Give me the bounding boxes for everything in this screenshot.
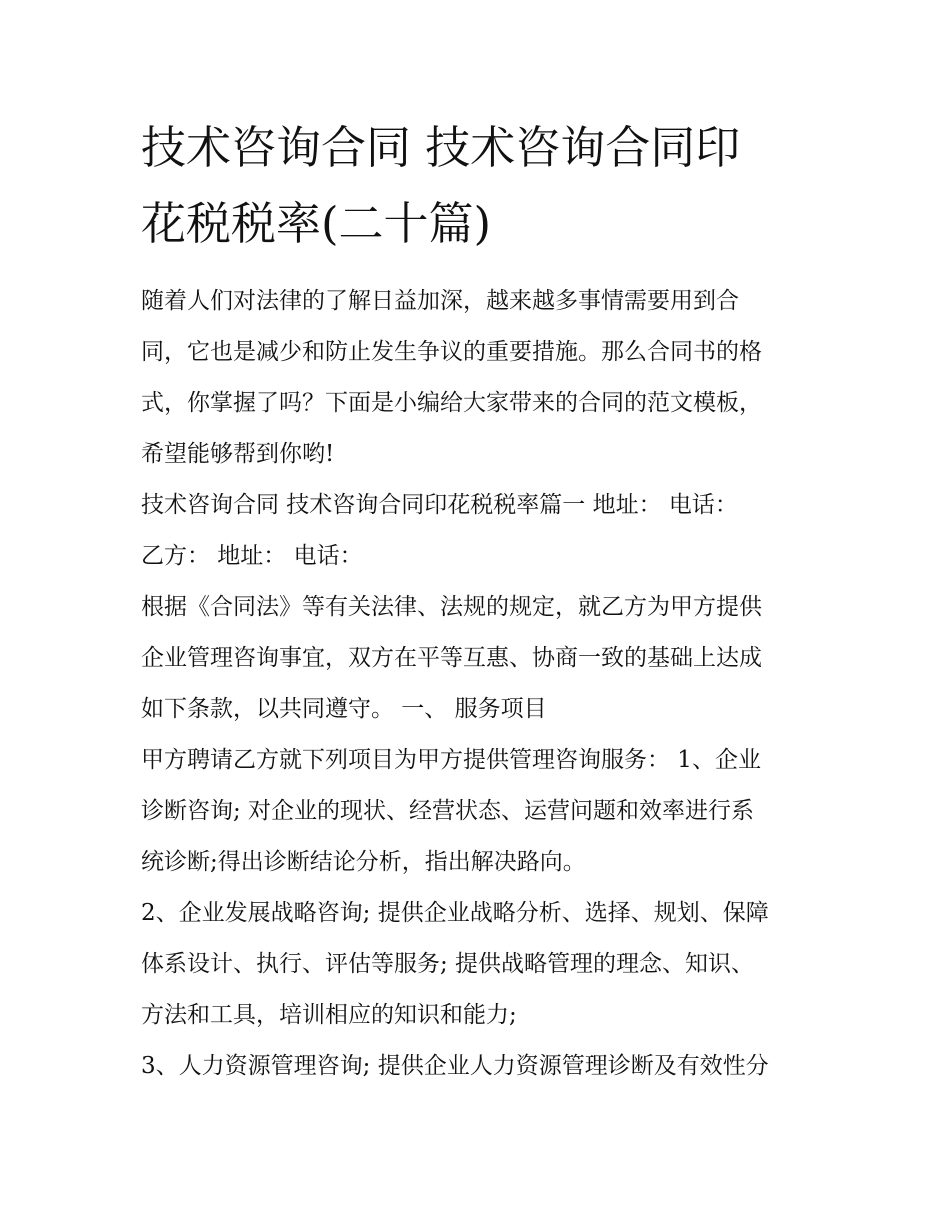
text-line: 3、人力资源管理咨询; 提供企业人力资源管理诊断及有效性分 bbox=[141, 1053, 769, 1079]
text-line: 同，它也是减少和防止发生争议的重要措施。那么合同书的格 bbox=[141, 339, 762, 365]
document-title bbox=[141, 110, 831, 262]
service-item-3-paragraph bbox=[141, 1045, 831, 1096]
text-line: 2、企业发展战略咨询; 提供企业战略分析、选择、规划、保障 bbox=[141, 900, 769, 926]
text-line: 诊断咨询; 对企业的现状、经营状态、运营问题和效率进行系 bbox=[141, 798, 755, 824]
text-line: 统诊断;得出诊断结论分析，指出解决路向。 bbox=[141, 849, 586, 875]
service-item-1-paragraph bbox=[141, 739, 831, 892]
text-line: 技术咨询合同 技术咨询合同印花税税率篇一 地址： 电话： bbox=[141, 492, 738, 518]
text-line: 体系设计、执行、评估等服务; 提供战略管理的理念、知识、 bbox=[141, 951, 755, 977]
text-line: 如下条款，以共同遵守。 一、 服务项目 bbox=[141, 696, 547, 722]
text-line: 随着人们对法律的了解日益加深，越来越多事情需要用到合 bbox=[141, 288, 739, 314]
preamble-paragraph bbox=[141, 586, 831, 739]
text-line: 希望能够帮到你哟! bbox=[141, 441, 335, 467]
text-line: 根据《合同法》等有关法律、法规的规定，就乙方为甲方提供 bbox=[141, 594, 762, 620]
text-line: 企业管理咨询事宜，双方在平等互惠、协商一致的基础上达成 bbox=[141, 645, 762, 671]
document-body bbox=[141, 280, 831, 1096]
intro-paragraph bbox=[141, 280, 831, 484]
text-line: 甲方聘请乙方就下列项目为甲方提供管理咨询服务： 1、企业 bbox=[141, 747, 761, 773]
text-line: 方法和工具，培训相应的知识和能力; bbox=[141, 1002, 517, 1028]
text-line: 乙方： 地址： 电话： bbox=[141, 543, 363, 569]
party-info-paragraph bbox=[141, 484, 831, 586]
text-line: 式，你掌握了吗？下面是小编给大家带来的合同的范文模板， bbox=[141, 390, 762, 416]
title-line: 技术咨询合同 技术咨询合同印 bbox=[141, 121, 741, 174]
title-line: 花税税率(二十篇) bbox=[141, 197, 492, 250]
service-item-2-paragraph bbox=[141, 892, 831, 1045]
